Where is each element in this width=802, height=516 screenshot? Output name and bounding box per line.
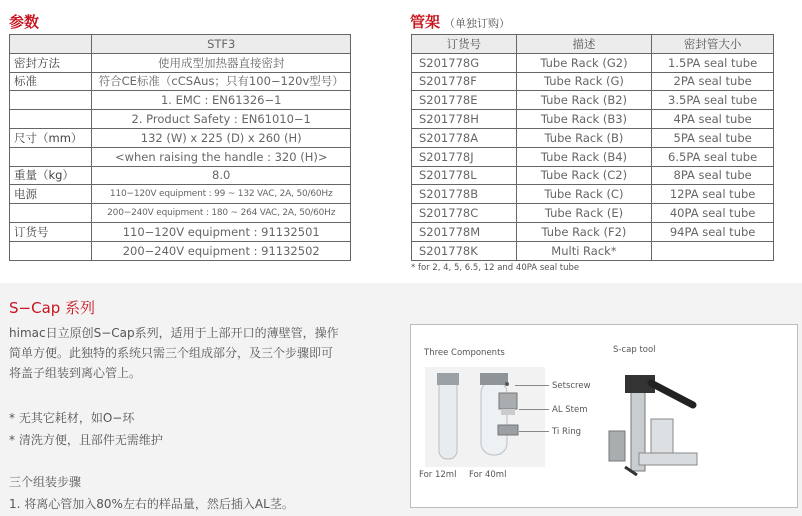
rack-order-no: S201778M	[412, 222, 517, 241]
racks-row	[412, 166, 774, 185]
rack-seal-tube-size: 94PA seal tube	[652, 222, 774, 241]
racks-row	[412, 128, 774, 147]
rack-description: Tube Rack (B2)	[516, 91, 652, 110]
setscrew-label: Setscrew	[552, 381, 591, 391]
params-key: 密封方法	[10, 53, 92, 72]
params-key	[10, 204, 92, 223]
racks-table	[411, 34, 774, 261]
tool-label: S-cap tool	[613, 345, 656, 355]
params-value: 8.0	[92, 166, 351, 185]
rack-description: Multi Rack*	[516, 241, 652, 260]
params-value: STF3	[92, 35, 351, 54]
rack-seal-tube-size: 8PA seal tube	[652, 166, 774, 185]
for-12ml-label: For 12ml	[419, 470, 457, 480]
racks-footnote: * for 2, 4, 5, 6.5, 12 and 40PA seal tube	[411, 263, 580, 273]
params-value: 1. EMC : EN61326−1	[92, 91, 351, 110]
components-label: Three Components	[424, 348, 505, 358]
scap-bullet-2: * 清洗方便，且部件无需维护	[9, 433, 163, 447]
params-row	[10, 241, 351, 260]
scap-intro-2: 简单方便。此独特的系统只需三个组成部分，及三个步骤即可	[9, 346, 334, 360]
racks-row	[412, 204, 774, 223]
racks-row	[412, 185, 774, 204]
racks-subtitle: （单独订购）	[444, 17, 511, 30]
racks-title-text: 管架	[410, 13, 441, 31]
rack-seal-tube-size: 5PA seal tube	[652, 128, 774, 147]
rack-description: Tube Rack (C2)	[516, 166, 652, 185]
racks-header-row	[412, 35, 774, 54]
rack-description: Tube Rack (B)	[516, 128, 652, 147]
params-key	[10, 241, 92, 260]
params-value: <when raising the handle : 320 (H)>	[92, 147, 351, 166]
rack-order-no: S201778J	[412, 147, 517, 166]
rack-description: Tube Rack (B4)	[516, 147, 652, 166]
params-row	[10, 53, 351, 72]
params-row	[10, 166, 351, 185]
racks-row	[412, 110, 774, 129]
params-key: 标准	[10, 72, 92, 91]
params-value: 符合CE标准（cCSAus；只有100−120v型号）	[92, 72, 351, 91]
params-key: 尺寸（mm）	[10, 128, 92, 147]
params-row	[10, 128, 351, 147]
params-row	[10, 185, 351, 204]
params-row	[10, 222, 351, 241]
rack-seal-tube-size	[652, 241, 774, 260]
params-row	[10, 147, 351, 166]
racks-row	[412, 147, 774, 166]
rack-order-no: S201778K	[412, 241, 517, 260]
params-row	[10, 35, 351, 54]
params-value: 2. Product Safety : EN61010−1	[92, 110, 351, 129]
params-title: 参数	[9, 13, 40, 31]
params-table	[9, 34, 351, 261]
params-value: 110−120V equipment : 99 ~ 132 VAC, 2A, 50/60Hz	[92, 185, 351, 204]
rack-order-no: S201778L	[412, 166, 517, 185]
rack-seal-tube-size: 2PA seal tube	[652, 72, 774, 91]
rack-seal-tube-size: 40PA seal tube	[652, 204, 774, 223]
rack-seal-tube-size: 1.5PA seal tube	[652, 53, 774, 72]
params-row	[10, 110, 351, 129]
params-value: 200−240V equipment : 91132502	[92, 241, 351, 260]
rack-seal-tube-size: 12PA seal tube	[652, 185, 774, 204]
rack-order-no: S201778B	[412, 185, 517, 204]
rack-order-no: S201778H	[412, 110, 517, 129]
rack-description: Tube Rack (E)	[516, 204, 652, 223]
col-seal-tube-size: 密封管大小	[652, 35, 774, 54]
racks-row	[412, 241, 774, 260]
params-key	[10, 35, 92, 54]
parts-illustration	[495, 381, 541, 441]
rack-order-no: S201778C	[412, 204, 517, 223]
params-key	[10, 147, 92, 166]
col-description: 描述	[516, 35, 652, 54]
params-value: 110−120V equipment : 91132501	[92, 222, 351, 241]
rack-description: Tube Rack (C)	[516, 185, 652, 204]
scap-tool-illustration	[601, 361, 701, 476]
rack-order-no: S201778E	[412, 91, 517, 110]
params-row	[10, 72, 351, 91]
ti-ring-leader	[519, 431, 549, 432]
rack-order-no: S201778F	[412, 72, 517, 91]
params-key: 重量（kg）	[10, 166, 92, 185]
scap-step-1: 1. 将离心管加入80%左右的样品量，然后插入AL茎。	[9, 497, 294, 511]
scap-title: S−Cap 系列	[9, 299, 96, 317]
ti-ring-label: Ti Ring	[552, 427, 582, 437]
rack-seal-tube-size: 3.5PA seal tube	[652, 91, 774, 110]
params-row	[10, 204, 351, 223]
params-value: 使用成型加热器直接密封	[92, 53, 351, 72]
scap-bullet-1: * 无其它耗材，如O−环	[9, 411, 135, 425]
rack-description: Tube Rack (G2)	[516, 53, 652, 72]
scap-intro-1: himac日立原创S−Cap系列，适用于上部开口的薄壁管，操作	[9, 326, 339, 340]
params-value: 132 (W) x 225 (D) x 260 (H)	[92, 128, 351, 147]
rack-description: Tube Rack (F2)	[516, 222, 652, 241]
rack-order-no: S201778A	[412, 128, 517, 147]
racks-title	[410, 11, 510, 32]
setscrew-leader	[515, 385, 549, 386]
rack-description: Tube Rack (G)	[516, 72, 652, 91]
params-key: 电源	[10, 185, 92, 204]
scap-figure	[410, 324, 798, 508]
col-order-no: 订货号	[412, 35, 517, 54]
al-stem-label: AL Stem	[552, 405, 588, 415]
rack-description: Tube Rack (B3)	[516, 110, 652, 129]
scap-steps-title: 三个组装步骤	[9, 475, 82, 489]
rack-seal-tube-size: 6.5PA seal tube	[652, 147, 774, 166]
rack-order-no: S201778G	[412, 53, 517, 72]
racks-row	[412, 72, 774, 91]
racks-row	[412, 53, 774, 72]
al-stem-leader	[519, 409, 549, 410]
params-key	[10, 110, 92, 129]
params-value: 200−240V equipment : 180 ~ 264 VAC, 2A, 50/60Hz	[92, 204, 351, 223]
scap-intro-3: 将盖子组装到离心管上。	[9, 366, 142, 380]
params-row	[10, 91, 351, 110]
for-40ml-label: For 40ml	[469, 470, 507, 480]
rack-seal-tube-size: 4PA seal tube	[652, 110, 774, 129]
racks-row	[412, 222, 774, 241]
params-key: 订货号	[10, 222, 92, 241]
params-key	[10, 91, 92, 110]
racks-row	[412, 91, 774, 110]
